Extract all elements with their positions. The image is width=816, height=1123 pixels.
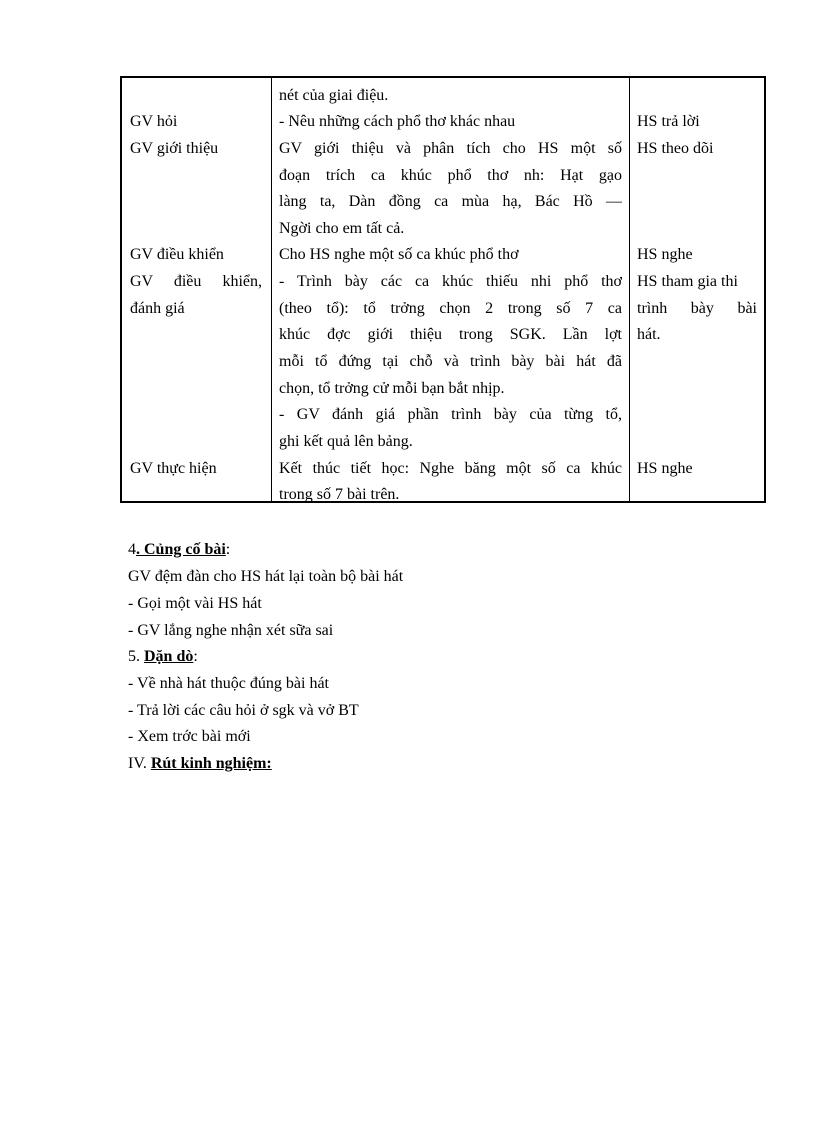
student-cell: HS theo dõi <box>637 140 714 157</box>
section-5-item: - Trả lời các câu hỏi ở sgk và vở BT <box>128 702 359 719</box>
section-iv-heading: IV. Rút kinh nghiệm: <box>128 755 272 772</box>
content-line: chọn, tổ trởng cử mỗi bạn bắt nhịp. <box>279 380 505 397</box>
content-line: (theo tổ): tổ trởng chọn 2 trong số 7 ca <box>279 300 622 317</box>
teacher-cell: đánh giá <box>130 300 185 317</box>
section-4-item: GV đệm đàn cho HS hát lại toàn bộ bài hát <box>128 568 404 585</box>
column-divider <box>271 78 272 501</box>
content-line: ghi kết quả lên bảng. <box>279 433 413 450</box>
content-line: nét của giai điệu. <box>279 87 389 104</box>
content-line: trong số 7 bài trên. <box>279 486 400 503</box>
lesson-activity-table <box>120 76 766 503</box>
teacher-cell: GV giới thiệu <box>130 140 219 157</box>
content-line: khúc đợc giới thiệu trong SGK. Lần lợt <box>279 326 622 343</box>
student-cell: HS nghe <box>637 460 693 477</box>
section-5-item: - Xem trớc bài mới <box>128 728 251 745</box>
student-cell: trình bày bài <box>637 300 757 317</box>
student-cell: HS nghe <box>637 246 693 263</box>
teacher-cell: GV thực hiện <box>130 460 217 477</box>
content-line: GV giới thiệu và phân tích cho HS một số <box>279 140 622 157</box>
student-cell: HS trả lời <box>637 113 700 130</box>
teacher-cell: GV điều khiển, <box>130 273 262 290</box>
content-line: - Nêu những cách phổ thơ khác nhau <box>279 113 516 130</box>
content-line: làng ta, Dàn đồng ca mùa hạ, Bác Hồ — <box>279 193 622 210</box>
column-divider <box>629 78 630 501</box>
content-line: Ngời cho em tất cả. <box>279 220 405 237</box>
section-4-item: - Gọi một vài HS hát <box>128 595 262 612</box>
content-line: - GV đánh giá phần trình bày của từng tổ, <box>279 406 622 423</box>
content-line: Kết thúc tiết học: Nghe băng một số ca khúc <box>279 460 622 477</box>
teacher-cell: GV điều khiển <box>130 246 224 263</box>
teacher-cell: GV hỏi <box>130 113 178 130</box>
content-line: đoạn trích ca khúc phổ thơ nh: Hạt gạo <box>279 167 622 184</box>
student-cell: hát. <box>637 326 661 343</box>
content-line: - Trình bày các ca khúc thiếu nhi phổ thơ <box>279 273 622 290</box>
section-5-item: - Về nhà hát thuộc đúng bài hát <box>128 675 329 692</box>
section-4-item: - GV lắng nghe nhận xét sữa sai <box>128 622 334 639</box>
student-cell: HS tham gia thi <box>637 273 738 290</box>
content-line: Cho HS nghe một số ca khúc phổ thơ <box>279 246 519 263</box>
section-5-heading: 5. Dặn dò: <box>128 648 198 665</box>
content-line: mỗi tổ đứng tại chỗ và trình bày bài hát đã <box>279 353 622 370</box>
section-4-heading: 4. Củng cố bài: <box>128 541 231 558</box>
